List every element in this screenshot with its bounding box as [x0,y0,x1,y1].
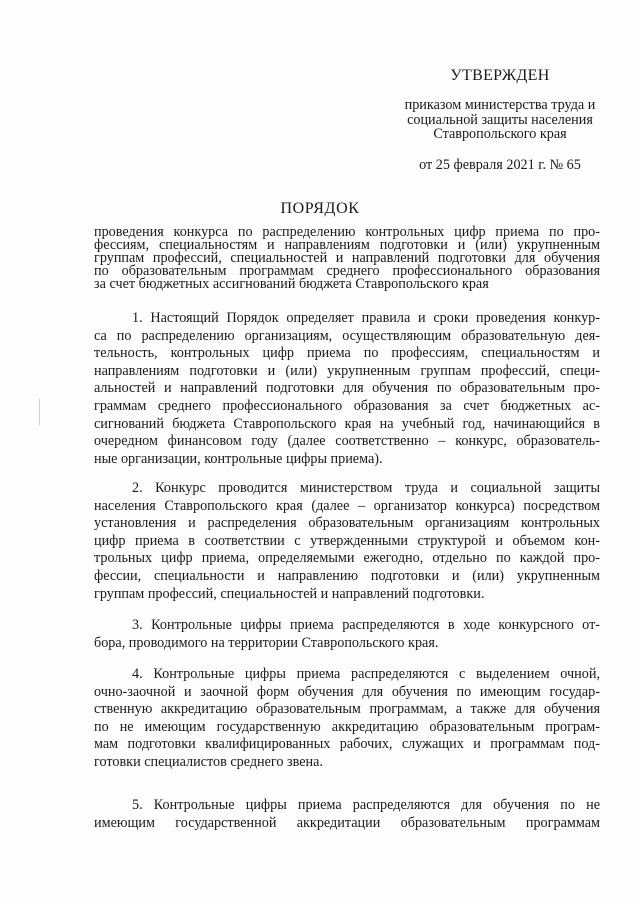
scan-margin-mark [39,399,40,425]
paragraph-line: очередном финансовом году (далее соответственно – конкурс, образователь- [94,433,600,450]
paragraph-line: готовки специалистов среднего звена. [94,753,323,770]
subtitle-line: по образовательным программам среднего профессионального образования [94,263,600,279]
paragraph-2 [94,480,600,603]
paragraph-line: 5. Контрольные цифры приема распределяются для обучения по не [132,797,600,813]
approval-line: приказом министерства труда и [404,97,596,113]
paragraph-line: тельность, контрольных цифр приема по профессиям, специальностям и [94,345,600,362]
document-subtitle [94,226,600,291]
paragraph-line: са по распределению организациям, осуществляющим образовательную дея- [94,327,600,344]
paragraph-4 [94,666,600,772]
document-title: ПОРЯДОК [280,200,360,217]
paragraph-line: мам подготовки квалифицированных рабочих, служащих и программам под- [94,736,600,753]
paragraph-line: установления и распределения образовательным организациям контрольных [94,515,600,532]
approval-line: Ставропольского края [433,126,567,142]
paragraph-line: сигнований бюджета Ставропольского края на учебный год, начинающийся в [94,415,600,432]
paragraph-line: очно-заочной и заочной форм обучения для обучения по имеющим государ- [94,683,600,700]
paragraph-line: бора, проводимого на территории Ставропольского края. [94,634,439,651]
paragraph-line: 2. Конкурс проводится министерством труда и социальной защиты [132,480,600,496]
paragraph-line: 3. Контрольные цифры приема распределяются в ходе конкурсного от- [132,617,600,633]
subtitle-line: фессиям, специальностям и направлениям подготовки и (или) укрупненным [94,237,600,253]
paragraph-line: группам профессий, специальностей и направлений подготовки. [94,585,485,602]
paragraph-line: 1. Настоящий Порядок определяет правила и сроки проведения конкур- [132,310,600,326]
paragraph-line: имеющим государственной аккредитации образовательным программам [94,814,600,831]
approval-order-block [380,98,620,142]
paragraph-line: населения Ставропольского края (далее – организатор конкурса) посредством [94,497,600,514]
approval-date: от 25 февраля 2021 г. № 65 [419,157,581,173]
paragraph-line: трольных цифр приема, определяемыми ежегодно, отдельно по каждой про- [94,550,600,567]
paragraph-line: альностей и направлений подготовки для обучения по образовательным про- [94,380,600,397]
paragraph-line: направлениям подготовки и (или) укрупненным группам профессий, специ- [94,362,600,379]
paragraph-line: фессии, специальности и направлению подготовки и (или) укрупненным [94,567,600,584]
paragraph-line: 4. Контрольные цифры приема распределяются с выделением очной, [132,666,600,682]
paragraph-line: граммам среднего профессионального образования за счет бюджетных ас- [94,397,600,414]
subtitle-line: группам профессий, специальностей и направлений подготовки для обучения [94,250,600,266]
paragraph-line: ственную аккредитацию образовательным программам, а также для обучения [94,701,600,718]
subtitle-line: проведения конкурса по распределению контрольных цифр приема по про- [94,224,600,240]
paragraph-line: по не имеющим государственную аккредитацию образовательным програм- [94,718,600,735]
paragraph-line: ные организации, контрольные цифры приема). [94,450,383,467]
paragraph-line: цифр приема в соответствии с утвержденными структурой и объемом кон- [94,532,600,549]
approval-title: УТВЕРЖДЕН [450,67,550,84]
paragraph-3 [94,617,600,652]
paragraph-5 [94,797,600,832]
approval-line: социальной защиты населения [407,111,593,128]
subtitle-line: за счет бюджетных ассигнований бюджета Ставропольского края [94,276,489,292]
paragraph-1 [94,310,600,468]
